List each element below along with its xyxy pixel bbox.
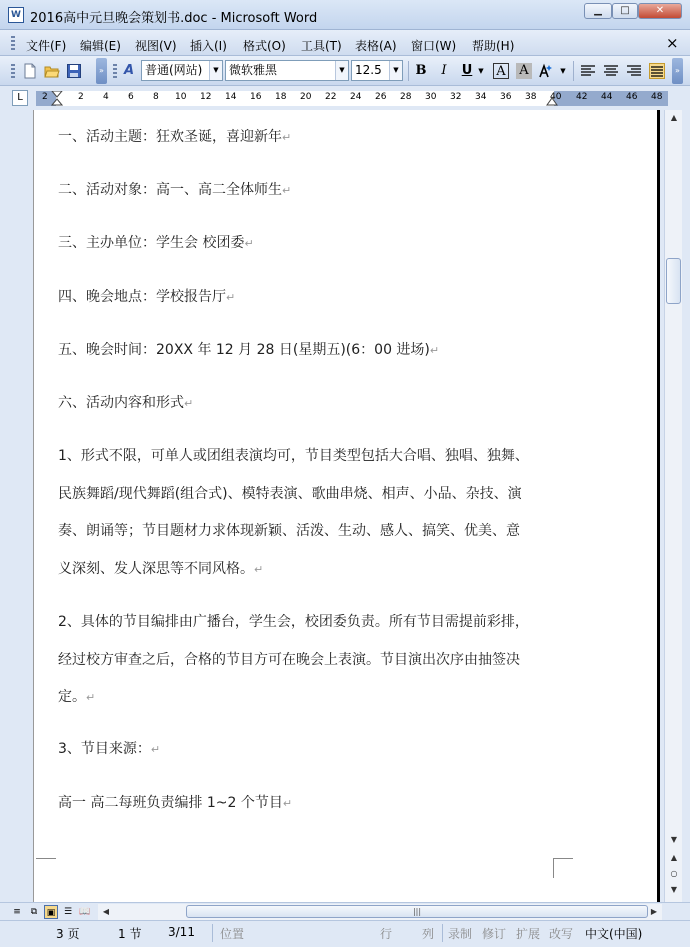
- ruler-number: 2: [78, 92, 84, 102]
- minimize-button[interactable]: ▁: [584, 3, 612, 19]
- ruler-number: 32: [450, 92, 462, 102]
- paragraph[interactable]: 三、主办单位：学生会 校团委↵: [58, 235, 254, 251]
- ruler-number: 16: [250, 92, 262, 102]
- character-shading-button[interactable]: A: [516, 63, 532, 79]
- status-position: 位置: [220, 927, 245, 941]
- status-page-of: 3/11: [168, 925, 195, 939]
- paragraph[interactable]: 一、活动主题：狂欢圣诞，喜迎新年↵: [58, 129, 292, 145]
- status-section: 1 节: [118, 927, 142, 941]
- ruler-number: 22: [325, 92, 337, 102]
- status-record[interactable]: 录制: [448, 927, 473, 941]
- ruler-number: 34: [475, 92, 487, 102]
- toolbar: [0, 56, 690, 86]
- next-page-button[interactable]: ▼: [670, 885, 678, 894]
- ruler-number: 8: [153, 92, 159, 102]
- font-size-value: 12.5: [355, 63, 382, 77]
- paragraph-line[interactable]: 奏、朗诵等；节目题材力求体现新颖、活泼、生动、感人、搞笑、优美、意: [58, 523, 520, 539]
- ruler-number: 24: [350, 92, 362, 102]
- menu-table[interactable]: 表格(A): [355, 39, 397, 53]
- chevron-down-icon[interactable]: ▼: [209, 61, 222, 80]
- horizontal-scroll-row: [0, 902, 690, 920]
- paragraph[interactable]: 3、节目来源：↵: [58, 741, 161, 757]
- text-effect-icon[interactable]: [538, 63, 554, 79]
- vertical-scroll-thumb[interactable]: [666, 258, 681, 304]
- chevron-down-icon[interactable]: ▼: [389, 61, 402, 80]
- normal-view-icon[interactable]: ≡: [13, 907, 21, 917]
- menu-grip[interactable]: [11, 36, 15, 50]
- menu-tools[interactable]: 工具(T): [301, 39, 342, 53]
- status-track-changes[interactable]: 修订: [482, 927, 507, 941]
- open-folder-icon[interactable]: [44, 63, 60, 79]
- underline-button[interactable]: U: [461, 63, 473, 78]
- menu-file[interactable]: 文件(F): [26, 39, 67, 53]
- scroll-down-button[interactable]: ▼: [670, 835, 678, 844]
- bold-button[interactable]: B: [415, 63, 427, 78]
- style-combo[interactable]: [141, 60, 223, 81]
- tab-selector-button[interactable]: L: [12, 90, 28, 106]
- status-separator: [212, 924, 213, 942]
- ruler-number: 14: [225, 92, 237, 102]
- status-extend[interactable]: 扩展: [516, 927, 541, 941]
- character-border-button[interactable]: A: [493, 63, 509, 79]
- horizontal-scroll-thumb[interactable]: |||: [186, 905, 648, 918]
- status-separator: [442, 924, 443, 942]
- horizontal-scrollbar[interactable]: [98, 904, 662, 920]
- align-left-icon[interactable]: [580, 63, 596, 79]
- paragraph[interactable]: 定。↵: [58, 689, 96, 705]
- paragraph[interactable]: 二、活动对象：高一、高二全体师生↵: [58, 182, 292, 198]
- format-toolbar-overflow-button[interactable]: »: [672, 58, 683, 84]
- document-area: [0, 110, 664, 902]
- ruler-number: 48: [651, 92, 663, 102]
- toolbar-overflow-button[interactable]: »: [96, 58, 107, 84]
- ruler-number: 6: [128, 92, 134, 102]
- paragraph-line[interactable]: 经过校方审查之后，合格的节目方可在晚会上表演。节目演出次序由抽签决: [58, 652, 520, 668]
- align-center-icon[interactable]: [603, 63, 619, 79]
- save-icon[interactable]: [66, 63, 82, 79]
- status-column: 列: [422, 927, 435, 941]
- status-line: 行: [380, 927, 393, 941]
- status-language[interactable]: 中文(中国): [585, 927, 643, 941]
- ruler-number: 2: [42, 92, 48, 102]
- format-toolbar-grip[interactable]: [113, 64, 117, 79]
- scroll-left-button[interactable]: ◀: [102, 907, 110, 916]
- menu-view[interactable]: 视图(V): [135, 39, 177, 53]
- ruler-area: [0, 86, 690, 110]
- menu-help[interactable]: 帮助(H): [472, 39, 515, 53]
- ruler-number: 10: [175, 92, 187, 102]
- menu-format[interactable]: 格式(O): [243, 39, 286, 53]
- paragraph[interactable]: 六、活动内容和形式↵: [58, 395, 194, 411]
- status-bar: [0, 920, 690, 947]
- menu-window[interactable]: 窗口(W): [411, 39, 457, 53]
- ruler-number: 42: [576, 92, 588, 102]
- first-line-indent-marker[interactable]: [51, 91, 63, 106]
- ruler-number: 36: [500, 92, 512, 102]
- outline-view-icon[interactable]: ☰: [63, 907, 73, 917]
- font-size-combo[interactable]: [351, 60, 403, 81]
- paragraph-line[interactable]: 民族舞蹈/现代舞蹈(组合式)、模特表演、歌曲串烧、相声、小品、杂技、演: [58, 486, 522, 502]
- previous-page-button[interactable]: ▲: [670, 853, 678, 862]
- chevron-down-icon[interactable]: ▼: [335, 61, 348, 80]
- vertical-scrollbar[interactable]: [664, 110, 682, 902]
- ruler-number: 28: [400, 92, 412, 102]
- close-window-button[interactable]: ✕: [638, 3, 682, 19]
- ruler-number: 46: [626, 92, 638, 102]
- ruler-number: 26: [375, 92, 387, 102]
- maximize-button[interactable]: □: [612, 3, 638, 19]
- paragraph-line[interactable]: 2、具体的节目编排由广播台，学生会，校团委负责。所有节目需提前彩排，: [58, 614, 529, 630]
- align-right-icon[interactable]: [626, 63, 642, 79]
- menu-bar: [0, 30, 690, 56]
- window-title: 2016高中元旦晚会策划书.doc - Microsoft Word: [30, 11, 318, 26]
- scroll-up-button[interactable]: ▲: [670, 113, 678, 122]
- status-page: 3 页: [56, 927, 80, 941]
- title-bar: [0, 0, 690, 30]
- chevron-down-icon[interactable]: ▼: [560, 67, 566, 75]
- paragraph-line[interactable]: 1、形式不限，可单人或团组表演均可，节目类型包括大合唱、独唱、独舞、: [58, 448, 529, 464]
- print-layout-icon[interactable]: ▣: [44, 905, 58, 919]
- ruler-number: 18: [275, 92, 287, 102]
- toolbar-grip[interactable]: [11, 64, 15, 79]
- style-value: 普通(网站): [145, 63, 203, 77]
- styles-pane-icon[interactable]: A: [123, 63, 135, 78]
- justify-icon[interactable]: [649, 63, 665, 79]
- menu-edit[interactable]: 编辑(E): [80, 39, 121, 53]
- horizontal-ruler[interactable]: [36, 91, 668, 106]
- ruler-number: 44: [601, 92, 613, 102]
- ruler-number: 20: [300, 92, 312, 102]
- toolbar-separator: [573, 61, 574, 81]
- ruler-number: 12: [200, 92, 212, 102]
- select-browse-object-button[interactable]: ○: [670, 869, 678, 878]
- new-document-icon[interactable]: [22, 63, 38, 79]
- paragraph[interactable]: 义深刻、发人深思等不同风格。↵: [58, 561, 264, 577]
- web-layout-icon[interactable]: ⧉: [30, 907, 38, 917]
- font-combo[interactable]: [225, 60, 349, 81]
- ruler-number: 40: [550, 92, 562, 102]
- status-overtype[interactable]: 改写: [549, 927, 574, 941]
- ruler-number: 30: [425, 92, 437, 102]
- font-value: 微软雅黑: [229, 63, 278, 77]
- word-app-icon[interactable]: W: [8, 7, 24, 23]
- chevron-down-icon[interactable]: ▼: [478, 67, 484, 75]
- scroll-right-button[interactable]: ▶: [650, 907, 658, 916]
- paragraph[interactable]: 五、晚会时间：20XX 年 12 月 28 日(星期五)(6：00 进场)↵: [58, 342, 440, 358]
- page-corner-mark: [553, 858, 573, 878]
- document-page[interactable]: [33, 110, 660, 902]
- toolbar-separator: [408, 61, 409, 81]
- ruler-number: 38: [525, 92, 537, 102]
- paragraph[interactable]: 四、晚会地点：学校报告厅↵: [58, 289, 236, 305]
- ruler-number: 4: [103, 92, 109, 102]
- paragraph[interactable]: 高一 高二每班负责编排 1~2 个节目↵: [58, 795, 293, 811]
- menu-insert[interactable]: 插入(I): [190, 39, 227, 53]
- reading-layout-icon[interactable]: 📖: [79, 907, 91, 917]
- page-corner-mark: [36, 858, 56, 878]
- italic-button[interactable]: I: [441, 63, 447, 78]
- close-document-button[interactable]: ×: [666, 34, 679, 52]
